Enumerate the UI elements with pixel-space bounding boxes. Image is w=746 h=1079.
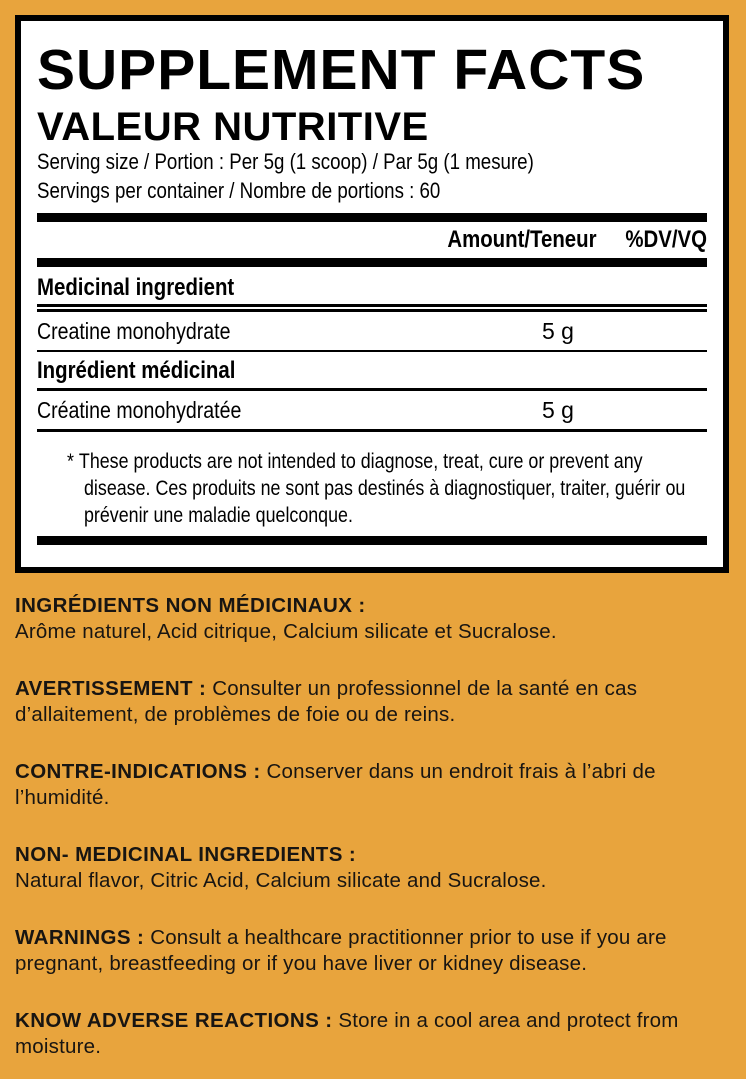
footnote xyxy=(37,448,707,529)
section-header-en-text: Medicinal ingredient xyxy=(37,274,235,302)
ingredient-amount-en: 5 g xyxy=(542,318,574,345)
dv-column-header: %DV/VQ xyxy=(625,226,707,254)
section-header-fr-text: Ingrédient médicinal xyxy=(37,357,236,385)
non-medicinal-ingredients-en xyxy=(15,842,716,894)
warnings-en xyxy=(15,925,716,977)
footnote-text-wrap xyxy=(67,448,709,529)
divider-bar-top xyxy=(37,213,707,222)
column-header-row xyxy=(37,222,707,258)
ingredient-row-en xyxy=(37,312,707,350)
non-medicinal-ingredients-fr-label: INGRÉDIENTS NON MÉDICINAUX : xyxy=(15,594,366,618)
footnote-marker: * xyxy=(67,450,74,474)
footnote-text: These products are not intended to diagnose, treat, cure or prevent any disease. Ces produits ne sont pas destinés à diagnostiquer, traiter, guérir ou prévenir une maladie quelconque. xyxy=(78,450,686,528)
warnings-en-text: Consult a healthcare practitionner prior to use if you are pregnant, breastfeeding or if you have liver or kidney disease. xyxy=(15,926,667,976)
contraindications-fr xyxy=(15,759,716,811)
adverse-reactions-en-text: Store in a cool area and protect from moisture. xyxy=(15,1009,679,1059)
servings-per-container-text: Servings per container / Nombre de portions : 60 xyxy=(37,178,441,204)
serving-size-text: Serving size / Portion : Per 5g (1 scoop) / Par 5g (1 mesure) xyxy=(37,149,534,175)
divider-bar-header xyxy=(37,258,707,267)
servings-per-container-line xyxy=(37,176,707,205)
amount-column-header: Amount/Teneur xyxy=(447,226,597,254)
warnings-en-label: WARNINGS : xyxy=(15,926,145,950)
non-medicinal-ingredients-fr-text: Arôme naturel, Acid citrique, Calcium silicate et Sucralose. xyxy=(15,620,557,644)
ingredient-row-fr xyxy=(37,391,707,429)
rule-under-row-fr xyxy=(37,429,707,432)
ingredient-amount-fr: 5 g xyxy=(542,397,574,424)
contraindications-fr-label: CONTRE-INDICATIONS : xyxy=(15,760,261,784)
panel-title: SUPPLEMENT FACTS xyxy=(37,38,646,102)
adverse-reactions-en-label: KNOW ADVERSE REACTIONS : xyxy=(15,1009,333,1033)
serving-size-line xyxy=(37,147,707,176)
contraindications-fr-text: Conserver dans un endroit frais à l’abri de l’humidité. xyxy=(15,760,656,810)
section-header-en xyxy=(37,275,707,301)
info-text-block xyxy=(15,593,716,1060)
non-medicinal-ingredients-en-text: Natural flavor, Citric Acid, Calcium silicate and Sucralose. xyxy=(15,869,547,893)
divider-bar-bottom xyxy=(37,536,707,545)
warning-fr-text: Consulter un professionnel de la santé en cas d’allaitement, de problèmes de foie ou de reins. xyxy=(15,677,638,727)
ingredient-name-en: Creatine monohydrate xyxy=(37,318,231,345)
adverse-reactions-en xyxy=(15,1008,716,1060)
ingredient-name-fr: Créatine monohydratée xyxy=(37,397,242,424)
supplement-facts-panel xyxy=(15,15,729,573)
warning-fr-label: AVERTISSEMENT : xyxy=(15,677,207,701)
non-medicinal-ingredients-fr xyxy=(15,593,716,645)
non-medicinal-ingredients-en-label: NON- MEDICINAL INGREDIENTS : xyxy=(15,843,357,867)
rule-under-header-en xyxy=(37,304,707,312)
section-header-fr xyxy=(37,358,707,384)
panel-subtitle: VALEUR NUTRITIVE xyxy=(37,105,429,150)
warning-fr xyxy=(15,676,716,728)
rule-under-row-en xyxy=(37,350,707,352)
